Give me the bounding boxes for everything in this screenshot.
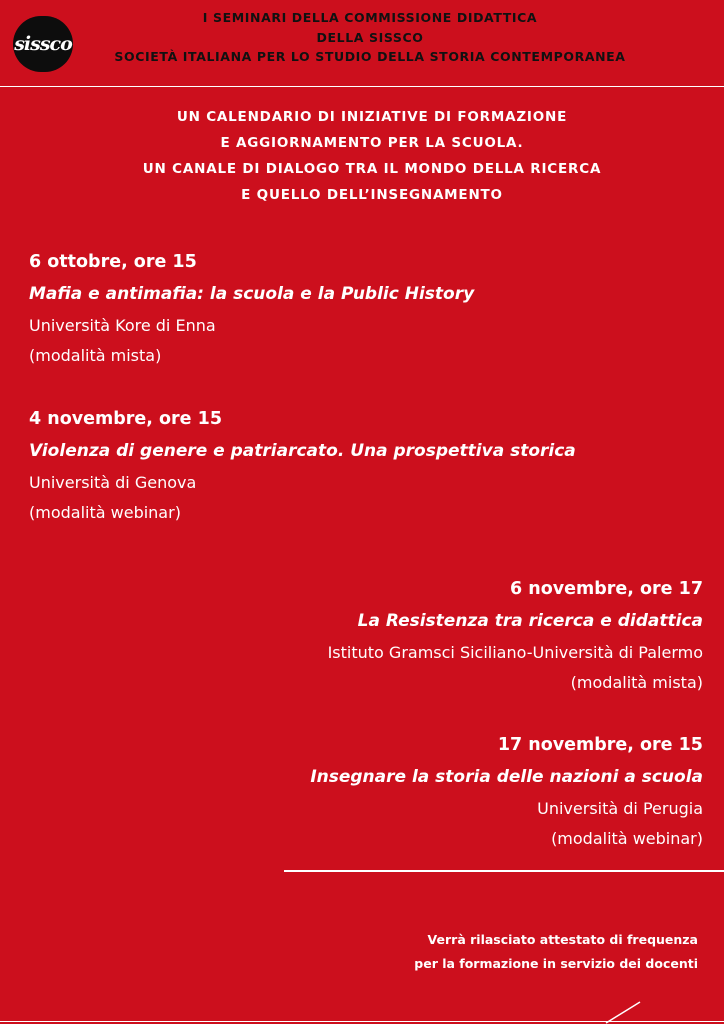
event-mode: (modalità mista) xyxy=(570,673,703,692)
header xyxy=(90,8,650,67)
event-title: Insegnare la storia delle nazioni a scuola xyxy=(310,767,703,787)
intro-text xyxy=(120,104,624,208)
event-1 xyxy=(29,246,474,371)
event-date: 6 novembre, ore 17 xyxy=(510,579,703,599)
header-line-2: DELLA SISSCO xyxy=(316,29,424,45)
intro-line-1: UN CALENDARIO DI INIZIATIVE DI FORMAZIONE xyxy=(176,109,568,125)
intro-line-3: UN CANALE DI DIALOGO TRA IL MONDO DELLA RICERCA xyxy=(142,161,602,177)
event-mode: (modalità webinar) xyxy=(551,829,703,848)
footer-line-1: Verrà rilasciato attestato di frequenza xyxy=(427,932,698,947)
event-place: Università di Genova xyxy=(29,473,197,492)
event-place: Università di Perugia xyxy=(537,799,703,818)
event-4 xyxy=(310,729,703,854)
event-title: Violenza di genere e patriarcato. Una prospettiva storica xyxy=(29,441,576,461)
header-line-3: SOCIETÀ ITALIANA PER LO STUDIO DELLA STORIA CONTEMPORANEA xyxy=(114,49,626,64)
middle-divider xyxy=(284,870,724,872)
intro-line-4: E QUELLO DELL’INSEGNAMENTO xyxy=(241,187,503,203)
logo-text: sissco xyxy=(14,33,72,55)
intro-line-2: E AGGIORNAMENTO PER LA SCUOLA. xyxy=(220,135,524,151)
header-line-1: I SEMINARI DELLA COMMISSIONE DIDATTICA xyxy=(202,10,538,25)
event-date: 4 novembre, ore 15 xyxy=(29,409,222,429)
event-mode: (modalità webinar) xyxy=(29,503,181,522)
event-title: La Resistenza tra ricerca e didattica xyxy=(357,611,703,631)
footer-note xyxy=(414,928,698,976)
event-place: Università Kore di Enna xyxy=(29,316,216,335)
event-2 xyxy=(29,403,576,528)
event-date: 17 novembre, ore 15 xyxy=(497,735,703,755)
event-3 xyxy=(328,573,703,698)
footer-line-2: per la formazione in servizio dei docenti xyxy=(414,956,698,971)
event-title: Mafia e antimafia: la scuola e la Public History xyxy=(29,284,475,304)
sissco-logo xyxy=(13,16,73,72)
top-divider xyxy=(0,86,724,87)
bottom-divider xyxy=(0,1021,724,1022)
event-place: Istituto Gramsci Siciliano-Università di Palermo xyxy=(327,643,703,662)
event-date: 6 ottobre, ore 15 xyxy=(29,252,197,272)
event-mode: (modalità mista) xyxy=(29,346,162,365)
